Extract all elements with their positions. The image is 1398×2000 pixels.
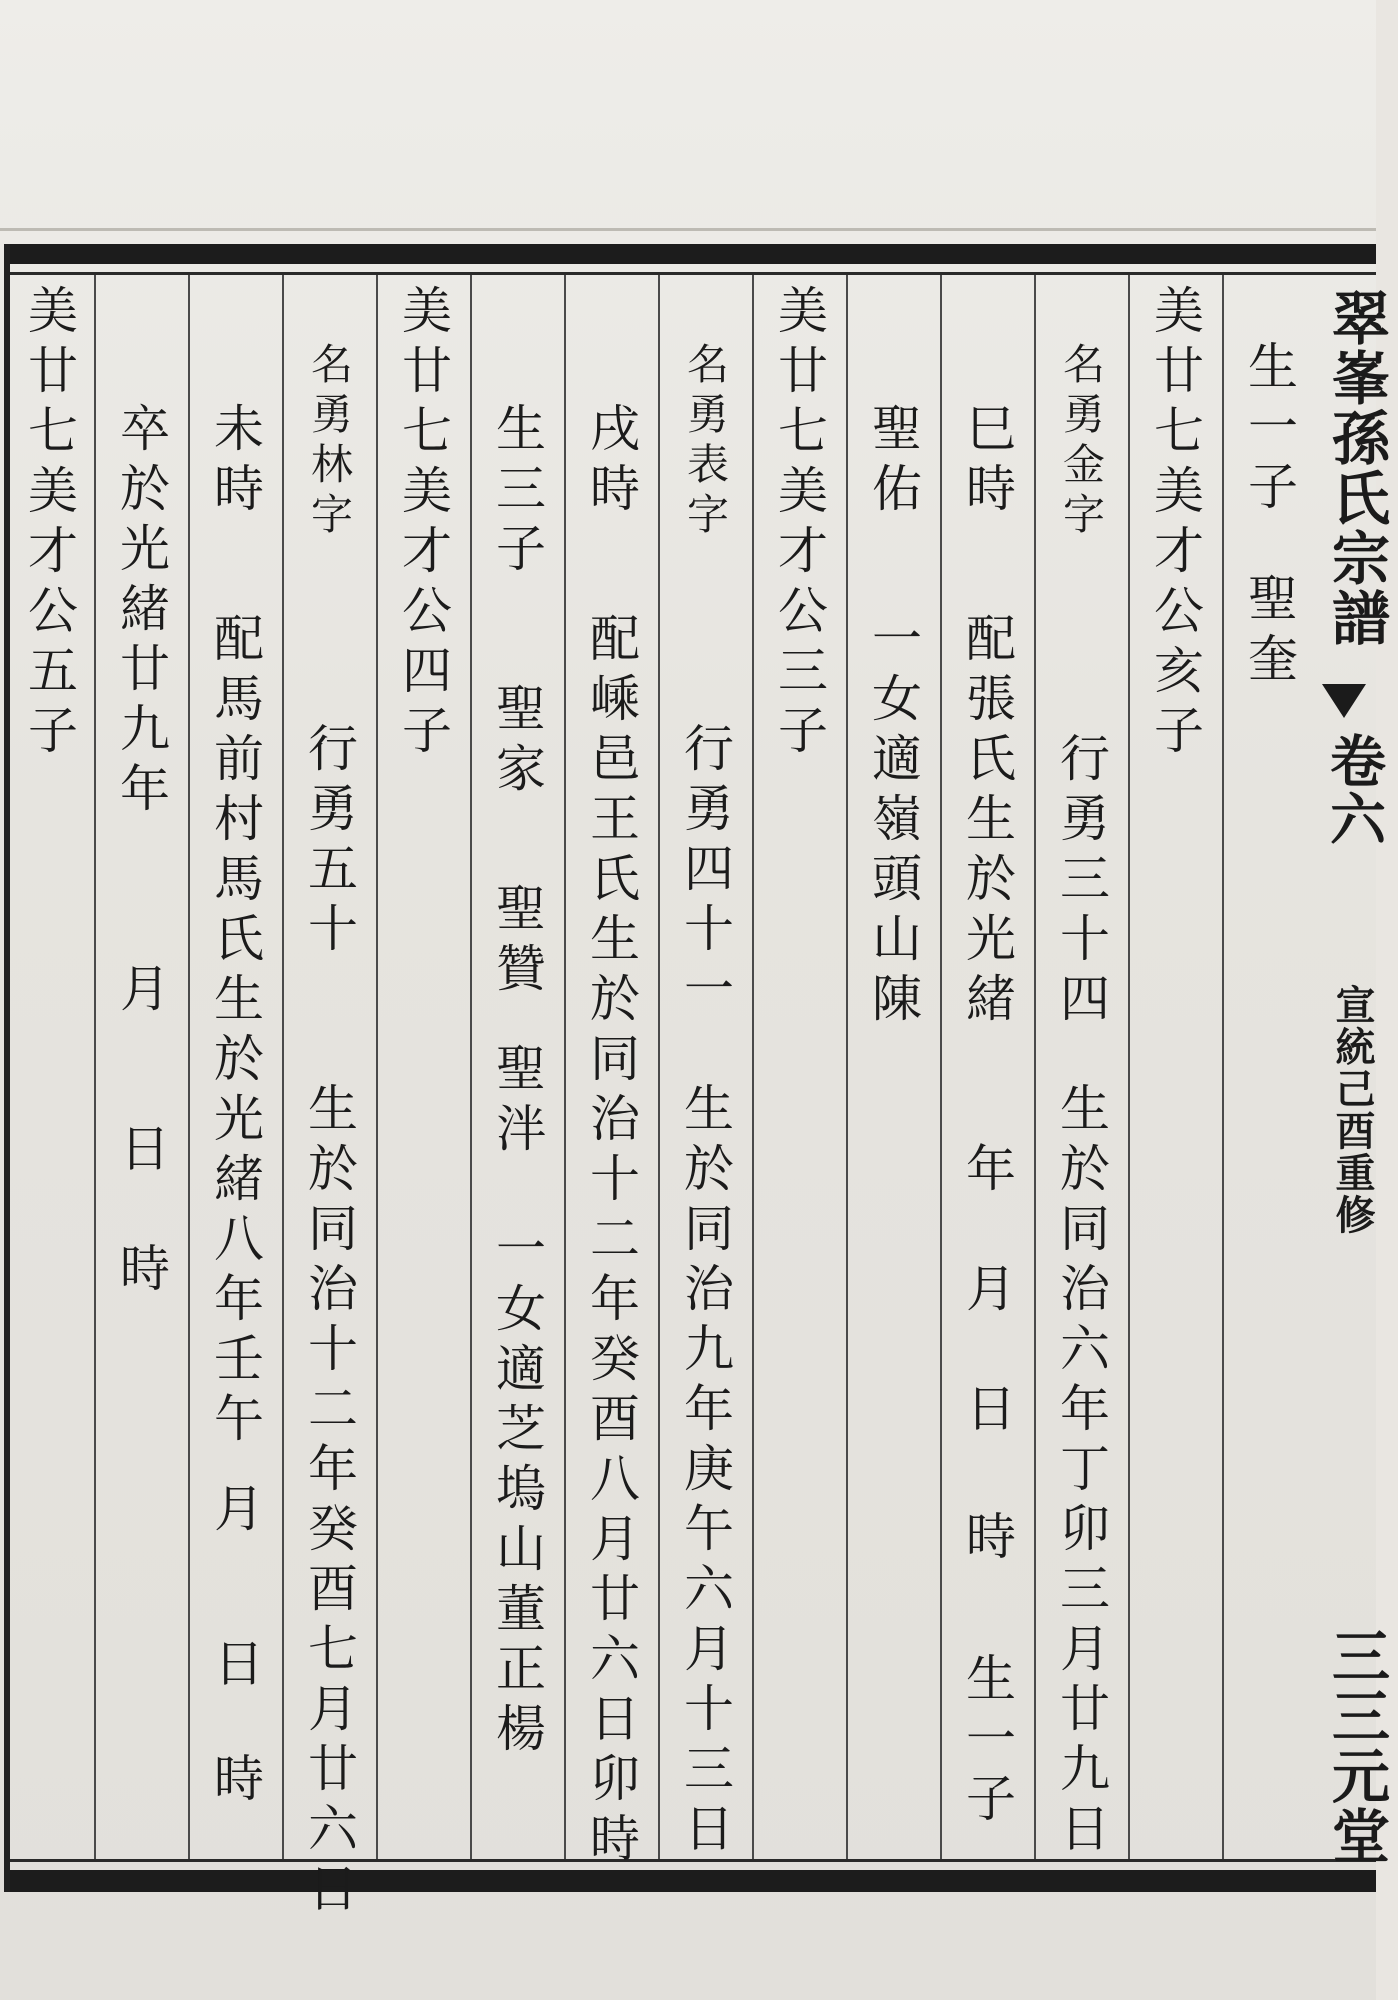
column-text: 生於同治十二年癸酉七月廿六日: [300, 1082, 358, 1922]
column-text: 配馬前村馬氏生於光緒八年壬午: [206, 612, 264, 1452]
page-edge: [0, 228, 1376, 231]
column-text: 聖泮: [488, 1042, 546, 1162]
frame-top-inner-border: [4, 272, 1376, 275]
text-column-14: [12, 282, 104, 1856]
column-text: 配嵊邑王氏生於同治十二年癸酉八月廿六日卯時: [582, 612, 640, 1872]
column-text: 月: [958, 1262, 1016, 1322]
text-column-6: [754, 282, 846, 1856]
column-text: 美廿七美才公亥子: [1146, 284, 1204, 764]
folio-label: 三三元堂: [1322, 1626, 1390, 1866]
text-column-9: [472, 282, 564, 1856]
column-text: 聖贊: [488, 882, 546, 1002]
column-text: 名勇林字: [305, 342, 354, 542]
volume-label: 卷六: [1321, 732, 1387, 848]
column-text: 月: [206, 1482, 264, 1542]
column-text: 名勇表字: [681, 342, 730, 542]
frame-left-border: [4, 244, 10, 1892]
column-text: 時: [958, 1510, 1016, 1570]
text-column-8: [566, 282, 658, 1872]
column-text: 聖奎: [1240, 572, 1298, 692]
text-column-12: [190, 282, 282, 1856]
column-text: 美廿七美才公三子: [770, 284, 828, 764]
column-text: 生於同治六年丁卯三月廿九日: [1052, 1082, 1110, 1862]
frame-top-border: [4, 244, 1376, 264]
column-text: 卒於光緒廿九年: [112, 402, 170, 822]
column-text: 生一子: [1240, 340, 1298, 520]
column-text: 生於同治九年庚午六月十三日: [676, 1082, 734, 1862]
column-text: 生三子: [488, 402, 546, 582]
fish-tail-mark: [1322, 684, 1366, 718]
banner-column: [1300, 264, 1390, 1866]
column-text: 未時: [206, 402, 264, 522]
column-text: 聖佑: [864, 402, 922, 522]
column-text: 名勇金字: [1057, 342, 1106, 542]
text-column-10: [378, 282, 470, 1856]
text-column-2: [1130, 282, 1222, 1856]
column-text: 美廿七美才公四子: [394, 284, 452, 764]
column-text: 行勇五十: [300, 722, 358, 962]
genealogy-title: 翠峯孫氏宗譜: [1322, 288, 1390, 648]
text-column-13: [96, 282, 188, 1856]
text-column-7: [660, 282, 752, 1862]
column-text: 生一子: [958, 1652, 1016, 1832]
column-text: 日: [112, 1122, 170, 1182]
column-text: 一女適芝塢山董正楊: [488, 1222, 546, 1762]
column-text: 行勇三十四: [1052, 732, 1110, 1032]
text-column-4: [942, 282, 1034, 1856]
column-text: 聖家: [488, 682, 546, 802]
column-text: 美廿七美才公五子: [20, 284, 78, 764]
column-text: 戌時: [582, 402, 640, 522]
text-column-5: [848, 282, 940, 1856]
column-text: 日: [206, 1637, 264, 1697]
column-text: 一女適嶺頭山陳: [864, 612, 922, 1032]
column-text: 時: [112, 1242, 170, 1302]
text-column-3: [1036, 282, 1128, 1862]
edition-note: 宣統己酉重修: [1329, 984, 1376, 1236]
column-text: 日: [958, 1382, 1016, 1442]
column-text: 年: [958, 1142, 1016, 1202]
frame-bottom-border: [4, 1870, 1376, 1892]
column-text: 配張氏生於光緒: [958, 612, 1016, 1032]
text-column-11: [284, 282, 376, 1922]
column-text: 巳時: [958, 402, 1016, 522]
column-text: 時: [206, 1752, 264, 1812]
column-text: 行勇四十一: [676, 722, 734, 1022]
page-frame: [4, 244, 1390, 1922]
column-text: 月: [112, 962, 170, 1022]
